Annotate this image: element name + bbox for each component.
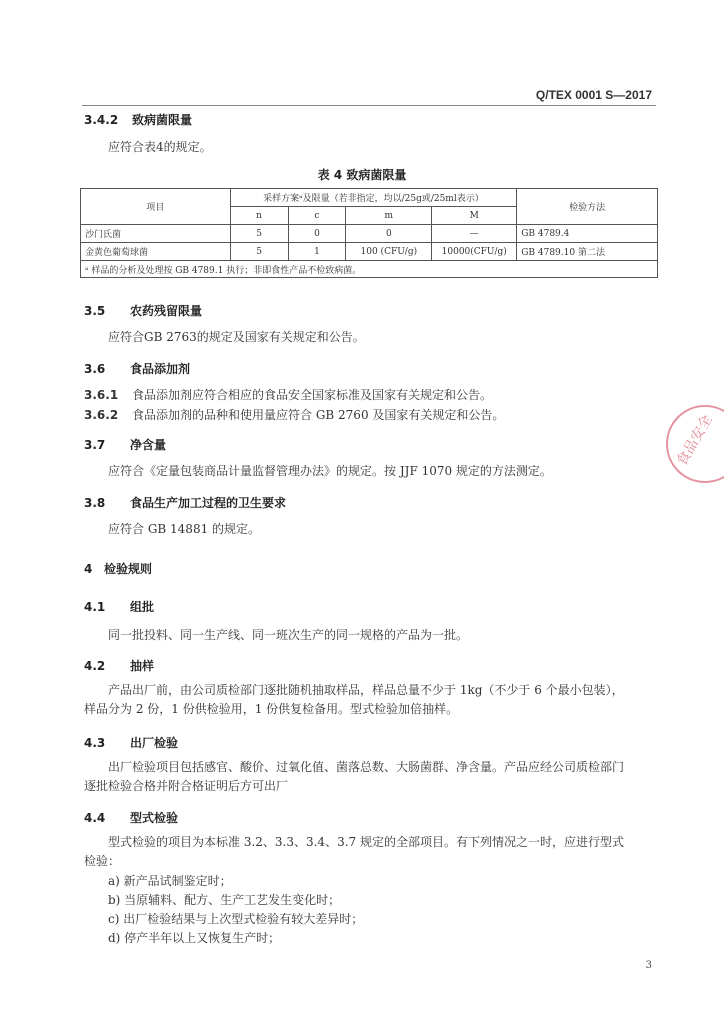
header-m: m xyxy=(346,207,432,225)
paragraph-line: 产品出厂前，由公司质检部门逐批随机抽取样品，样品总量不少于 1kg（不少于 6 个最小包装）， xyxy=(108,683,624,697)
header-sampling: 采样方案ᵃ及限量（若非指定，均以/25g或/25ml表示） xyxy=(230,189,517,207)
section-heading-4-3 xyxy=(84,734,178,751)
chapter-heading-4 xyxy=(84,560,152,577)
section-heading-3-5 xyxy=(84,302,202,319)
cell-method: GB 4789.10 第二法 xyxy=(517,243,658,261)
paragraph-line: 型式检验的项目为本标准 3.2、3.3、3.4、3.7 规定的全部项目。有下列情况之一时，应进行型式 xyxy=(108,835,624,849)
section-title: 食品生产加工过程的卫生要求 xyxy=(130,496,287,510)
page-number: 3 xyxy=(645,960,652,971)
header-c: c xyxy=(288,207,346,225)
section-heading-4-1 xyxy=(84,598,154,615)
table-footnote: ᵃ 样品的分析及处理按 GB 4789.1 执行；非即食性产品不检致病菌。 xyxy=(81,261,658,278)
paragraph: 同一批投料、同一生产线、同一班次生产的同一规格的产品为一批。 xyxy=(108,628,469,642)
chapter-title: 检验规则 xyxy=(104,562,153,576)
header-item: 项目 xyxy=(81,189,231,225)
list-item: d) 停产半年以上又恢复生产时； xyxy=(108,931,281,945)
header-n: n xyxy=(230,207,288,225)
cell-m: 100 (CFU/g) xyxy=(346,243,432,261)
section-heading-3-4-2 xyxy=(84,111,192,128)
cell-M: — xyxy=(432,225,517,243)
section-number: 3.5 xyxy=(84,304,106,318)
cell-c: 0 xyxy=(288,225,346,243)
header-rule xyxy=(82,105,656,106)
pathogen-table xyxy=(80,188,658,278)
section-title: 出厂检验 xyxy=(130,736,179,750)
cell-method: GB 4789.4 xyxy=(517,225,658,243)
list-item: a) 新产品试制鉴定时； xyxy=(108,874,232,888)
section-title: 抽样 xyxy=(130,659,155,673)
section-number: 4.3 xyxy=(84,736,106,750)
section-heading-4-4 xyxy=(84,809,178,826)
paragraph-line: 检验： xyxy=(84,854,121,868)
list-item: c) 出厂检验结果与上次型式检验有较大差异时； xyxy=(108,912,364,926)
cell-c: 1 xyxy=(288,243,346,261)
section-number: 3.7 xyxy=(84,438,106,452)
paragraph: 应符合表4的规定。 xyxy=(108,140,212,154)
clause-number: 3.6.1 xyxy=(84,388,119,402)
paragraph: 应符合GB 2763的规定及国家有关规定和公告。 xyxy=(108,330,365,344)
paragraph-line: 样品分为 2 份，1 份供检验用，1 份供复检备用。型式检验加倍抽样。 xyxy=(84,702,459,716)
section-number: 3.6 xyxy=(84,362,106,376)
clause-text: 食品添加剂的品种和使用量应符合 GB 2760 及国家有关规定和公告。 xyxy=(132,408,505,422)
section-number: 4.2 xyxy=(84,659,106,673)
cell-M: 10000(CFU/g) xyxy=(432,243,517,261)
section-title: 农药残留限量 xyxy=(130,304,203,318)
section-number: 4.4 xyxy=(84,811,106,825)
paragraph: 应符合《定量包装商品计量监督管理办法》的规定。按 JJF 1070 规定的方法测定。 xyxy=(108,464,552,478)
table-row xyxy=(81,243,658,261)
cell-n: 5 xyxy=(230,243,288,261)
paragraph-line: 逐批检验合格并附合格证明后方可出厂 xyxy=(84,779,289,793)
paragraph-line: 出厂检验项目包括感官、酸价、过氧化值、菌落总数、大肠菌群、净含量。产品应经公司质检部门 xyxy=(108,760,625,774)
header-M: M xyxy=(432,207,517,225)
list-item: b) 当原辅料、配方、生产工艺发生变化时； xyxy=(108,893,341,907)
section-title: 型式检验 xyxy=(130,811,179,825)
section-title: 食品添加剂 xyxy=(130,362,191,376)
table-caption: 表 4 致病菌限量 xyxy=(317,168,407,182)
clause-number: 3.6.2 xyxy=(84,408,119,422)
section-title: 组批 xyxy=(130,600,155,614)
standard-number: Q/TEX 0001 S—2017 xyxy=(535,88,652,102)
section-number: 3.8 xyxy=(84,496,106,510)
section-heading-3-8 xyxy=(84,494,286,511)
cell-m: 0 xyxy=(346,225,432,243)
clause-3-6-1 xyxy=(84,386,492,403)
cell-item: 金黄色葡萄球菌 xyxy=(81,243,231,261)
section-heading-4-2 xyxy=(84,657,154,674)
clause-3-6-2 xyxy=(84,406,504,423)
section-heading-3-7 xyxy=(84,436,166,453)
section-number: 3.4.2 xyxy=(84,113,119,127)
section-heading-3-6 xyxy=(84,360,190,377)
table-row xyxy=(81,225,658,243)
cell-n: 5 xyxy=(230,225,288,243)
section-title: 致病菌限量 xyxy=(132,113,193,127)
seal-text: 食品安全 xyxy=(673,412,716,469)
paragraph: 应符合 GB 14881 的规定。 xyxy=(108,522,261,536)
chapter-number: 4 xyxy=(84,562,93,576)
section-number: 4.1 xyxy=(84,600,106,614)
clause-text: 食品添加剂应符合相应的食品安全国家标准及国家有关规定和公告。 xyxy=(132,388,493,402)
section-title: 净含量 xyxy=(130,438,167,452)
cell-item: 沙门氏菌 xyxy=(81,225,231,243)
header-method: 检验方法 xyxy=(517,189,658,225)
